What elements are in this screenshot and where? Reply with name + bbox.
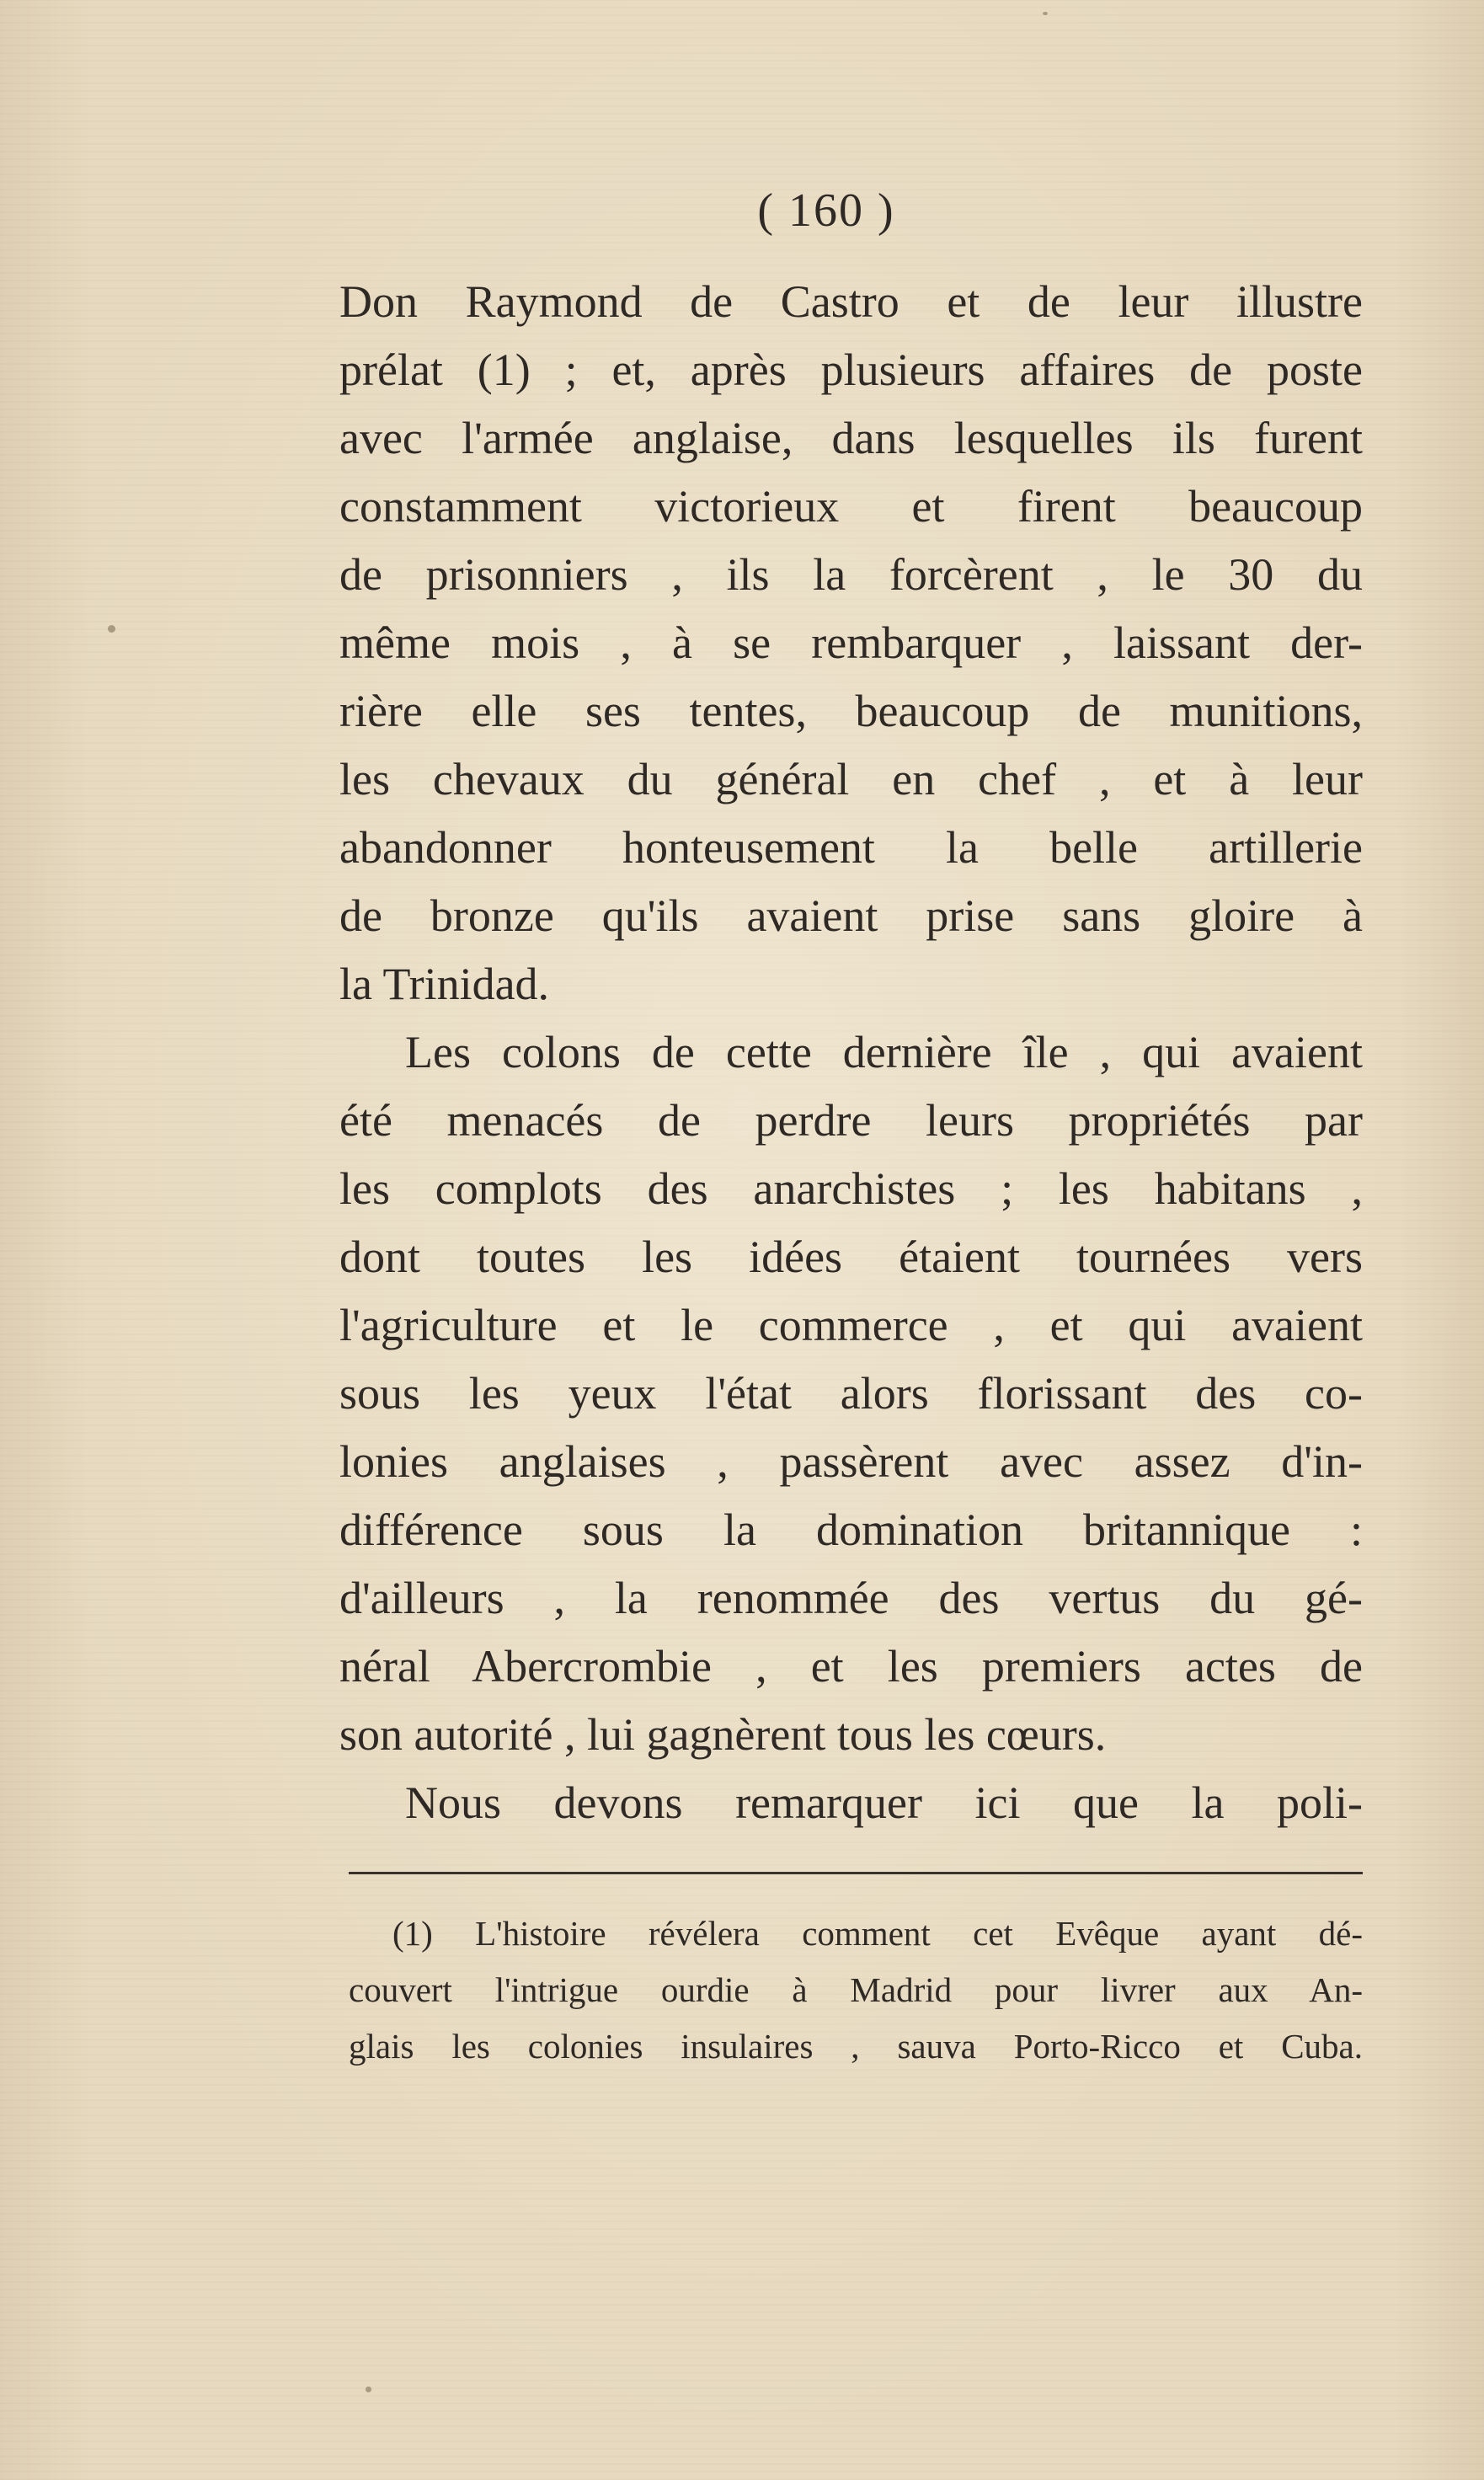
text-line: avec l'armée anglaise, dans lesquelles ils furent	[339, 413, 1363, 463]
text-line: Les colons de cette dernière île , qui avaient	[405, 1027, 1363, 1077]
text-line: son autorité , lui gagnèrent tous les cœurs.	[339, 1709, 1107, 1760]
text-line: été menacés de perdre leurs propriétés par	[339, 1095, 1363, 1146]
text-line: les chevaux du général en chef , et à leur	[339, 754, 1363, 804]
footnote-line: couvert l'intrigue ourdie à Madrid pour livrer aux An-	[349, 1970, 1363, 2009]
text-line: néral Abercrombie , et les premiers actes de	[339, 1641, 1363, 1692]
text-line: même mois , à se rembarquer , laissant der-	[339, 617, 1363, 668]
main-text	[339, 268, 1363, 1837]
paper-speck	[108, 625, 115, 633]
text-line: prélat (1) ; et, après plusieurs affaires de poste	[339, 345, 1363, 395]
paragraph-3	[339, 1769, 1363, 1837]
footnote-line: (1) L'histoire révélera comment cet Evêque ayant dé-	[392, 1914, 1363, 1953]
paper-speck	[1043, 12, 1048, 15]
text-line: sous les yeux l'état alors florissant des co-	[339, 1368, 1363, 1419]
text-line: l'agriculture et le commerce , et qui avaient	[339, 1300, 1363, 1350]
footnote	[349, 1905, 1363, 2075]
paper-speck	[366, 2386, 371, 2392]
text-line: constamment victorieux et firent beaucoup	[339, 481, 1363, 532]
text-line: la Trinidad.	[339, 959, 550, 1009]
text-line: abandonner honteusement la belle artillerie	[339, 822, 1363, 873]
footnote-divider	[349, 1872, 1363, 1874]
text-line: dont toutes les idées étaient tournées vers	[339, 1232, 1363, 1282]
text-line: Nous devons remarquer ici que la poli-	[405, 1777, 1363, 1828]
text-line: les complots des anarchistes ; les habitans ,	[339, 1163, 1363, 1214]
text-line: lonies anglaises , passèrent avec assez d'in-	[339, 1436, 1363, 1487]
text-line: rière elle ses tentes, beaucoup de munitions,	[339, 686, 1363, 736]
text-line: différence sous la domination britannique :	[339, 1505, 1363, 1555]
page-number: ( 160 )	[757, 184, 895, 237]
paragraph-2	[339, 1018, 1363, 1769]
text-line: d'ailleurs , la renommée des vertus du gé-	[339, 1573, 1363, 1623]
text-line: de bronze qu'ils avaient prise sans gloire à	[339, 890, 1363, 941]
text-line: de prisonniers , ils la forcèrent , le 30 du	[339, 549, 1363, 600]
footnote-line: glais les colonies insulaires , sauva Porto-Ricco et Cuba.	[349, 2027, 1363, 2066]
text-line: Don Raymond de Castro et de leur illustre	[339, 276, 1363, 327]
paragraph-1	[339, 268, 1363, 1018]
